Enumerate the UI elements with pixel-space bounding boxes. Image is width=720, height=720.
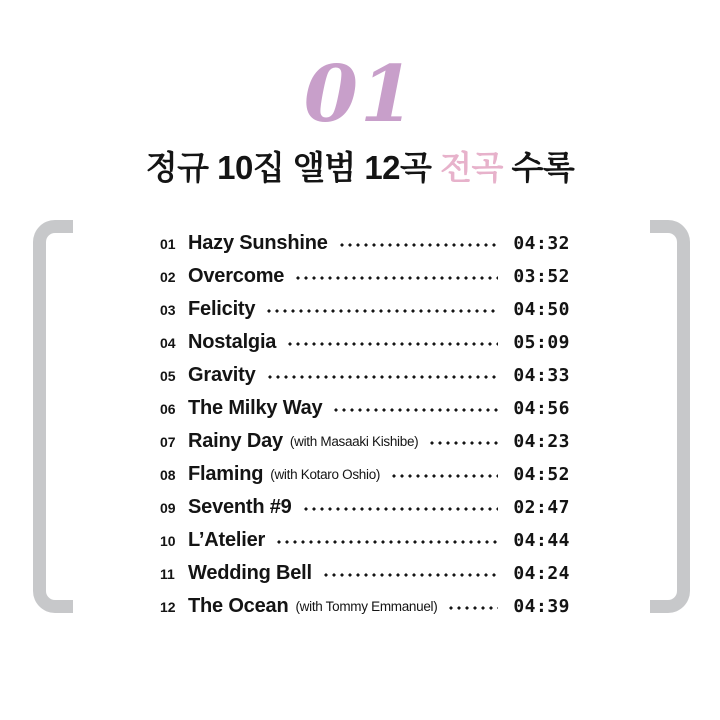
track-credit: (with Tommy Emmanuel) (295, 599, 438, 614)
track-number: 03 (160, 301, 176, 318)
track-title: Gravity (188, 364, 256, 386)
track-duration: 04:39 (513, 596, 570, 617)
track-number: 09 (160, 499, 176, 516)
track-number: 10 (160, 532, 176, 549)
track-credit: (with Masaaki Kishibe) (289, 434, 419, 449)
headline-highlight: 전곡 (440, 149, 503, 186)
dotted-leader (294, 276, 498, 280)
track-row (160, 392, 570, 425)
track-number: 06 (160, 400, 176, 417)
tracklist (160, 227, 570, 623)
track-duration: 04:24 (513, 563, 570, 584)
track-title: L’Atelier (188, 529, 266, 551)
headline-text-post: 수록 (502, 149, 575, 186)
track-title: Flaming (188, 463, 264, 485)
left-bracket-decoration (33, 220, 73, 613)
dotted-leader (332, 408, 498, 412)
track-duration: 03:52 (513, 266, 570, 287)
track-duration: 04:50 (513, 299, 570, 320)
dotted-leader (338, 243, 498, 247)
track-row (160, 557, 570, 590)
track-duration: 04:56 (513, 398, 570, 419)
track-row (160, 524, 570, 557)
track-title: Wedding Bell (188, 562, 312, 584)
track-duration: 04:32 (513, 233, 570, 254)
section-number: 01 (303, 49, 417, 140)
track-number: 01 (160, 235, 176, 252)
track-number: 11 (160, 565, 175, 582)
track-number: 12 (160, 598, 176, 615)
track-title: The Ocean (188, 595, 289, 617)
dotted-leader (428, 441, 498, 445)
track-title: Rainy Day (188, 430, 283, 452)
dotted-leader (447, 606, 498, 610)
track-number: 08 (160, 466, 176, 483)
dotted-leader (275, 540, 498, 544)
right-bracket-decoration (650, 220, 690, 613)
track-row (160, 458, 570, 491)
track-duration: 04:23 (513, 431, 570, 452)
track-number: 04 (160, 334, 176, 351)
dotted-leader (302, 507, 498, 511)
track-duration: 05:09 (513, 332, 570, 353)
track-duration: 04:33 (513, 365, 570, 386)
track-row (160, 359, 570, 392)
track-number: 05 (160, 367, 176, 384)
track-row (160, 227, 570, 260)
track-duration: 02:47 (513, 497, 570, 518)
track-row (160, 491, 570, 524)
track-row (160, 293, 570, 326)
track-number: 02 (160, 268, 176, 285)
track-duration: 04:52 (513, 464, 570, 485)
track-title: Hazy Sunshine (188, 232, 328, 254)
track-title: The Milky Way (188, 397, 323, 419)
track-row (160, 425, 570, 458)
dotted-leader (390, 474, 498, 478)
track-number: 07 (160, 433, 176, 450)
dotted-leader (265, 309, 498, 313)
track-row (160, 590, 570, 623)
track-credit: (with Kotaro Oshio) (270, 467, 381, 482)
track-title: Nostalgia (188, 331, 277, 353)
headline (0, 142, 720, 189)
track-row (160, 260, 570, 293)
dotted-leader (266, 375, 498, 379)
track-title: Felicity (188, 298, 256, 320)
track-title: Seventh #9 (188, 496, 292, 518)
track-duration: 04:44 (513, 530, 570, 551)
dotted-leader (286, 342, 498, 346)
headline-text-pre: 정규 10집 앨범 12곡 (145, 149, 441, 186)
dotted-leader (322, 573, 498, 577)
track-row (160, 326, 570, 359)
track-title: Overcome (188, 265, 285, 287)
